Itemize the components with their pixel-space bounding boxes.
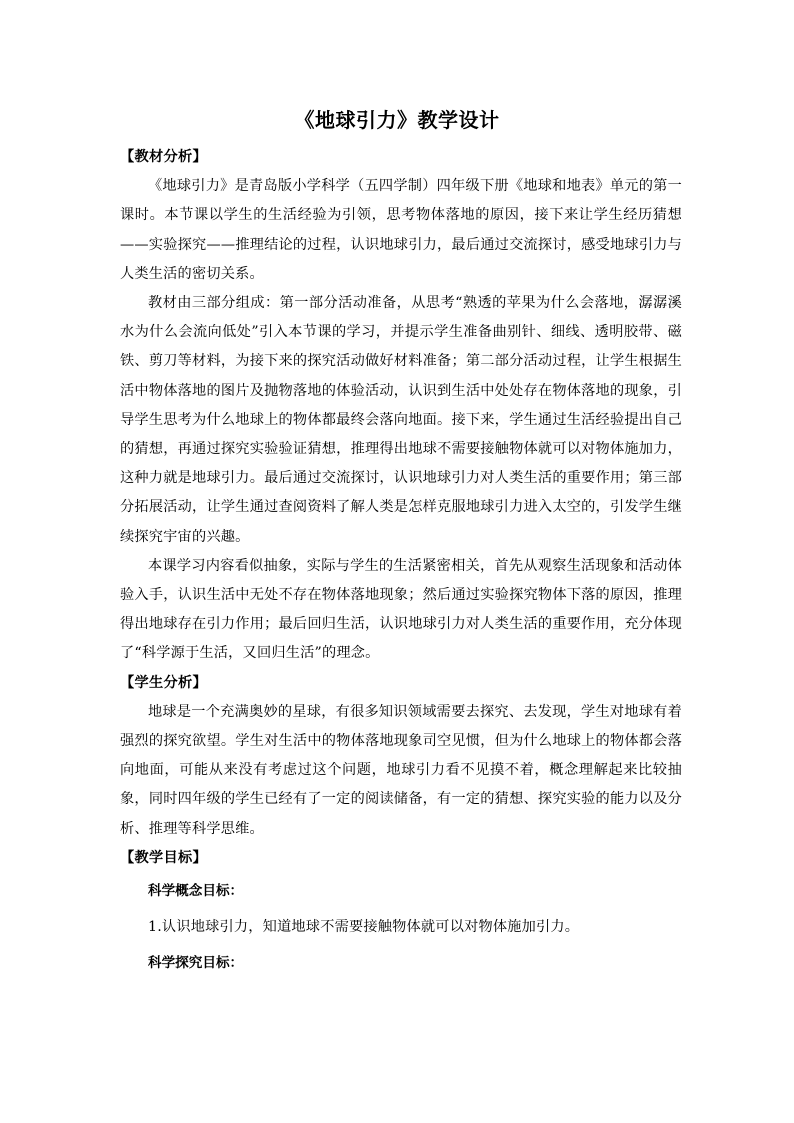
list-item-concept-goal-1: 1.认识地球引力，知道地球不需要接触物体就可以对物体施加引力。 xyxy=(148,919,580,936)
paragraph-textbook-1: 《地球引力》是青岛版小学科学（五四学制）四年级下册《地球和地表》单元的第一课时。本节课以学生的生活经验为引领，思考物体落地的原因，接下来让学生经历猜想——实验探究——推理结论的过程，认识地球引力，最后通过交流探讨，感受地球引力与人类生活的密切关系。 xyxy=(120,178,682,282)
subheading-concept-goals: 科学概念目标： xyxy=(148,883,244,900)
paragraph-students-1: 地球是一个充满奥妙的星球，有很多知识领域需要去探究、去发现，学生对地球有着强烈的探究欲望。学生对生活中的物体落地现象司空见惯，但为什么地球上的物体都会落向地面，可能从来没有考虑过这个问题，地球引力看不见摸不着，概念理解起来比较抽象，同时四年级的学生已经有了一定的阅读储备，有一定的猜想、探究实验的能力以及分析、推理等科学思维。 xyxy=(120,703,682,837)
paragraph-textbook-2: 教材由三部分组成：第一部分活动准备，从思考“熟透的苹果为什么会落地，潺潺溪水为什么会流向低处”引入本节课的学习，并提示学生准备曲别针、细线、透明胶带、磁铁、剪刀等材料，为接下来的探究活动做好材料准备；第二部分活动过程，让学生根据生活中物体落地的图片及抛物落地的体验活动，认识到生活中处处存在物体落地的现象，引导学生思考为什么地球上的物体都最终会落向地面。接下来，学生通过生活经验提出自己的猜想，再通过探究实验验证猜想，推理得出地球不需要接触物体就可以对物体施加力，这种力就是地球引力。最后通过交流探讨，认识地球引力对人类生活的重要作用；第三部分拓展活动，让学生通过查阅资料了解人类是怎样克服地球引力进入太空的，引发学生继续探究宇宙的兴趣。 xyxy=(120,295,682,545)
section-heading-student-analysis: 【学生分析】 xyxy=(120,674,207,691)
document-body xyxy=(120,143,682,981)
section-heading-teaching-goals: 【教学目标】 xyxy=(120,849,207,866)
section-heading-textbook-analysis: 【教材分析】 xyxy=(120,149,207,165)
subheading-inquiry-goals: 科学探究目标： xyxy=(148,955,244,972)
document-title: 《地球引力》教学设计 xyxy=(294,108,500,132)
paragraph-textbook-3: 本课学习内容看似抽象，实际与学生的生活紧密相关，首先从观察生活现象和活动体验入手，认识生活中无处不存在物体落地现象；然后通过实验探究物体下落的原因，推理得出地球存在引力作用；最后回归生活，认识地球引力对人类生活的重要作用，充分体现了“科学源于生活，又回归生活”的理念。 xyxy=(120,557,682,662)
